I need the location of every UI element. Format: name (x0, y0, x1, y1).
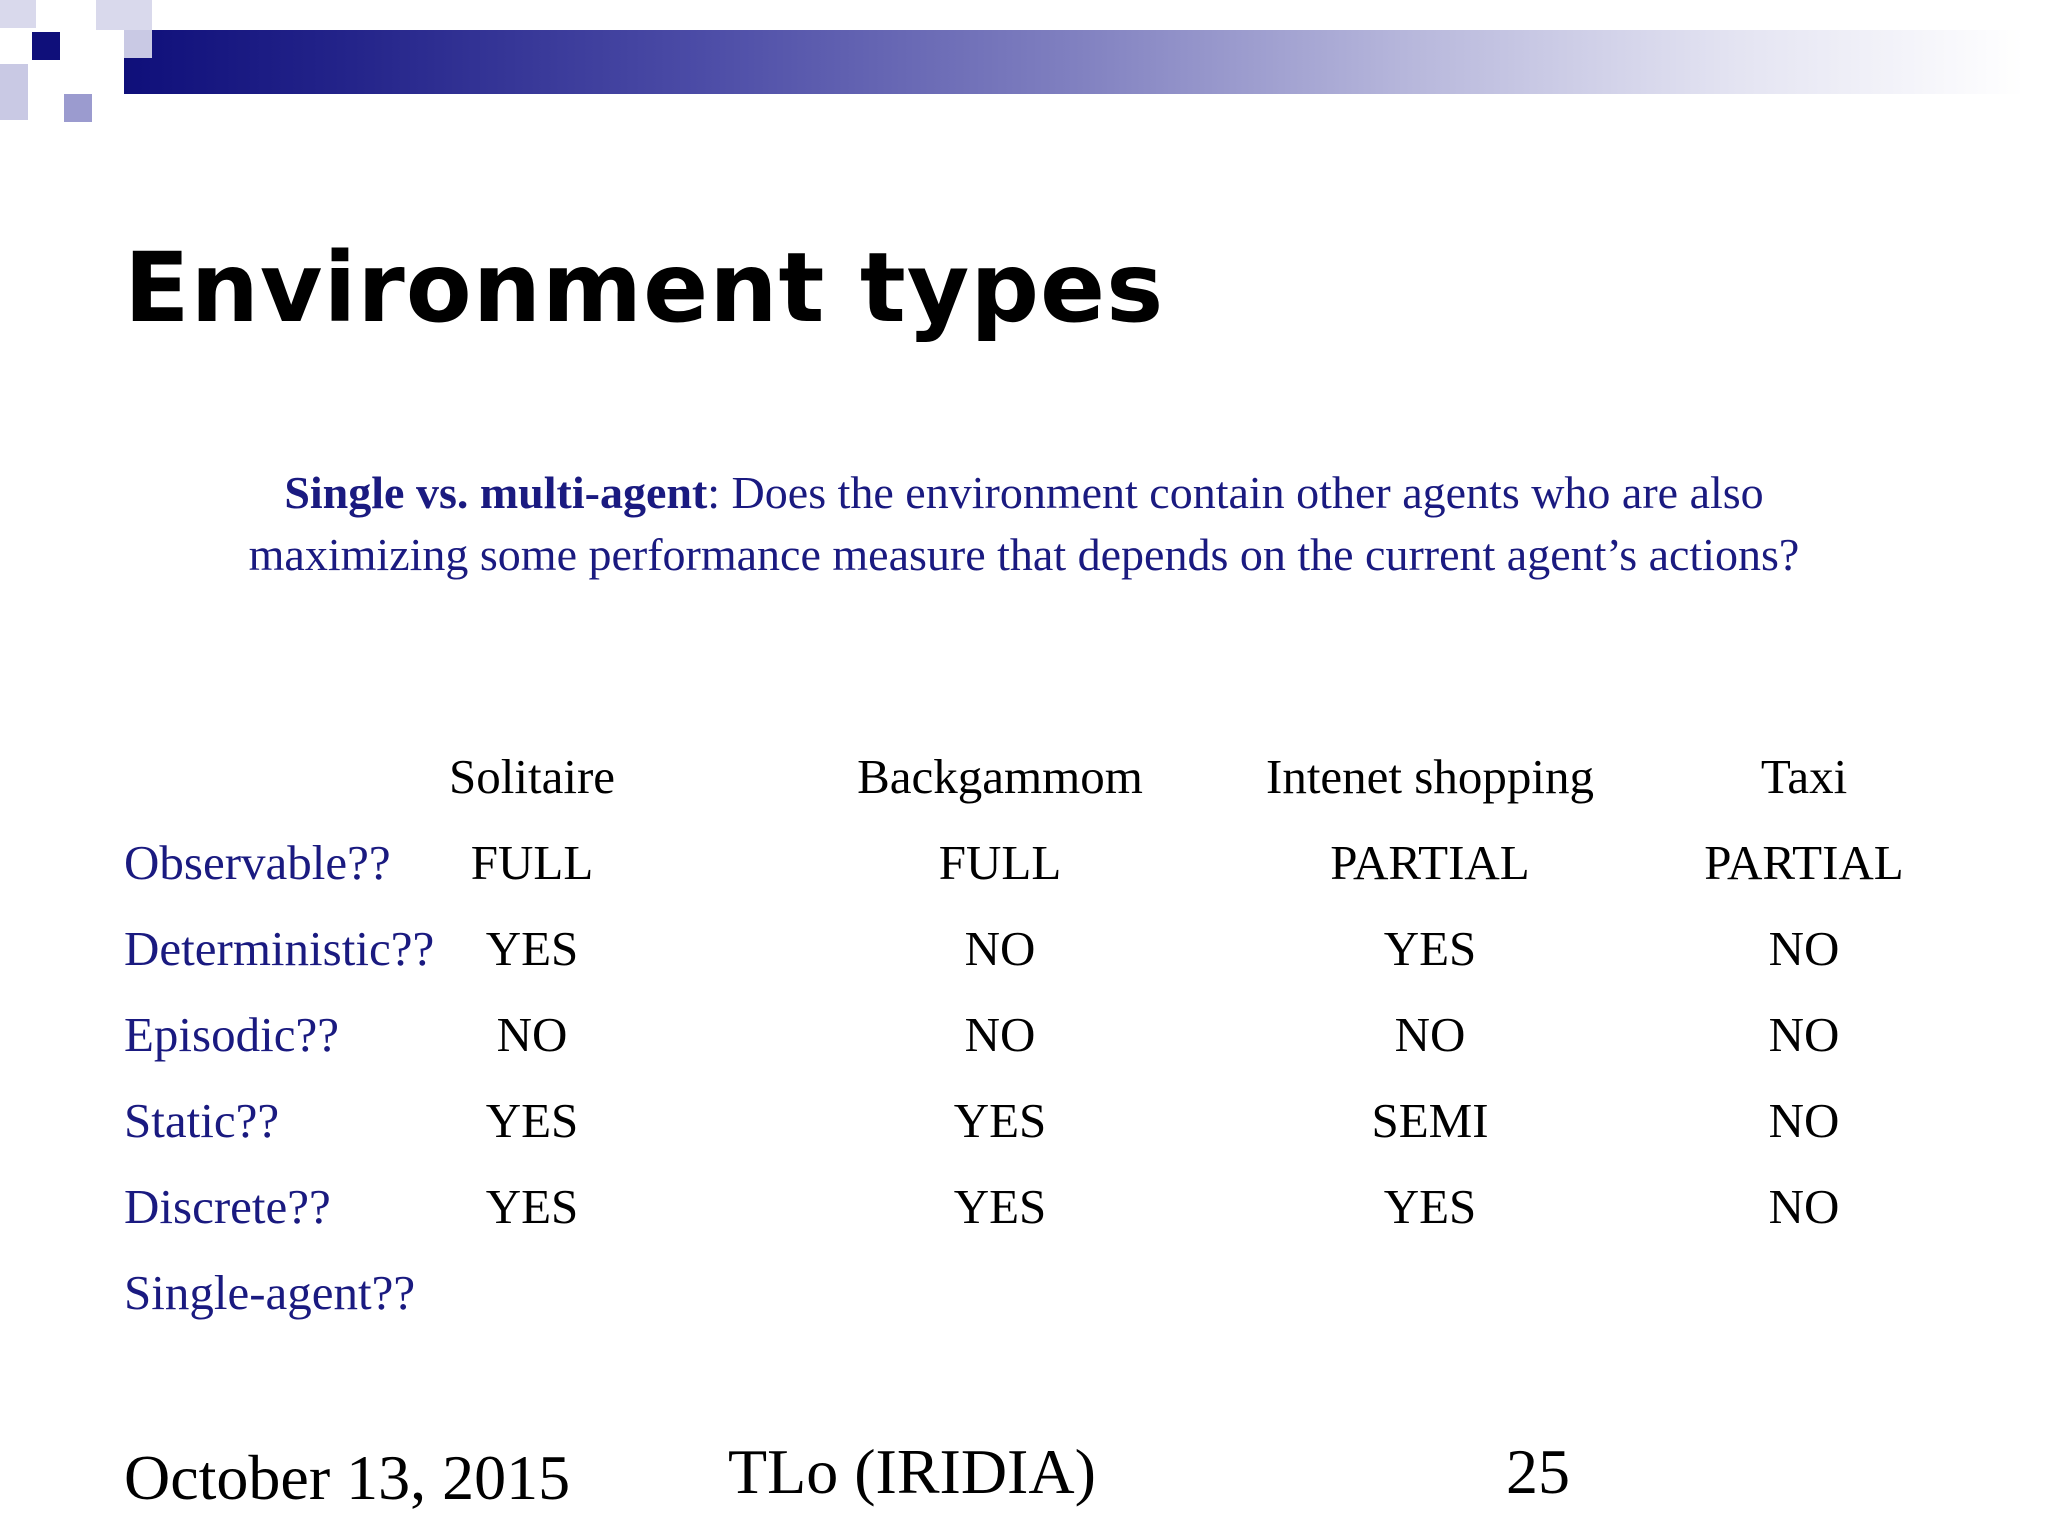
table-cell: PARTIAL (1704, 835, 1904, 890)
table-cell: NO (1768, 1179, 1840, 1234)
table-cell: NO (1394, 1007, 1466, 1062)
slide-title: Environment types (124, 232, 1165, 344)
table-row (124, 1179, 1964, 1268)
definition-term: Single vs. multi-agent (284, 467, 708, 518)
definition-text (200, 462, 1848, 586)
table-cell: NO (964, 921, 1036, 976)
table-cell: NO (1768, 1007, 1840, 1062)
table-cell: SEMI (1371, 1093, 1489, 1148)
table-cell: NO (964, 1007, 1036, 1062)
row-label: Deterministic?? (124, 921, 435, 976)
table-row (124, 1093, 1964, 1182)
table-cell: YES (1383, 1179, 1477, 1234)
table-cell: YES (953, 1179, 1047, 1234)
row-label: Episodic?? (124, 1007, 339, 1062)
header-gradient-bar (124, 30, 2024, 94)
header-square (96, 0, 152, 30)
column-header: Intenet shopping (1266, 749, 1594, 804)
table-row (124, 1007, 1964, 1096)
header-square (32, 32, 60, 60)
definition-body: : Does the environment contain other agents who are also maximizing some performance measure that depends on the current agent’s actions? (248, 467, 1800, 580)
header-square (96, 30, 124, 90)
column-header: Taxi (1760, 749, 1848, 804)
table-cell: PARTIAL (1330, 835, 1530, 890)
header-square (0, 64, 28, 120)
footer-author: TLo (IRIDIA) (728, 1436, 1096, 1507)
table-row (124, 921, 1964, 1010)
page-number: 25 (1506, 1436, 1570, 1507)
environment-table (124, 749, 1964, 1354)
header-square (64, 94, 92, 122)
table-header-row (124, 749, 1964, 838)
table-cell: FULL (938, 835, 1062, 890)
table-cell: YES (485, 921, 579, 976)
column-header: Backgammom (857, 749, 1143, 804)
table-cell: YES (1383, 921, 1477, 976)
table-cell: NO (1768, 921, 1840, 976)
header-square (124, 30, 152, 58)
column-header: Solitaire (448, 749, 616, 804)
table-cell: NO (496, 1007, 568, 1062)
row-label: Single-agent?? (124, 1265, 416, 1320)
row-label: Discrete?? (124, 1179, 331, 1234)
table-row (124, 1265, 1964, 1354)
row-label: Observable?? (124, 835, 391, 890)
table-cell: YES (953, 1093, 1047, 1148)
table-cell: NO (1768, 1093, 1840, 1148)
table-row (124, 835, 1964, 924)
table-cell: FULL (470, 835, 594, 890)
row-label: Static?? (124, 1093, 280, 1148)
table-cell: YES (485, 1179, 579, 1234)
footer-date: October 13, 2015 (124, 1442, 571, 1513)
header-square (0, 0, 36, 28)
table-cell: YES (485, 1093, 579, 1148)
